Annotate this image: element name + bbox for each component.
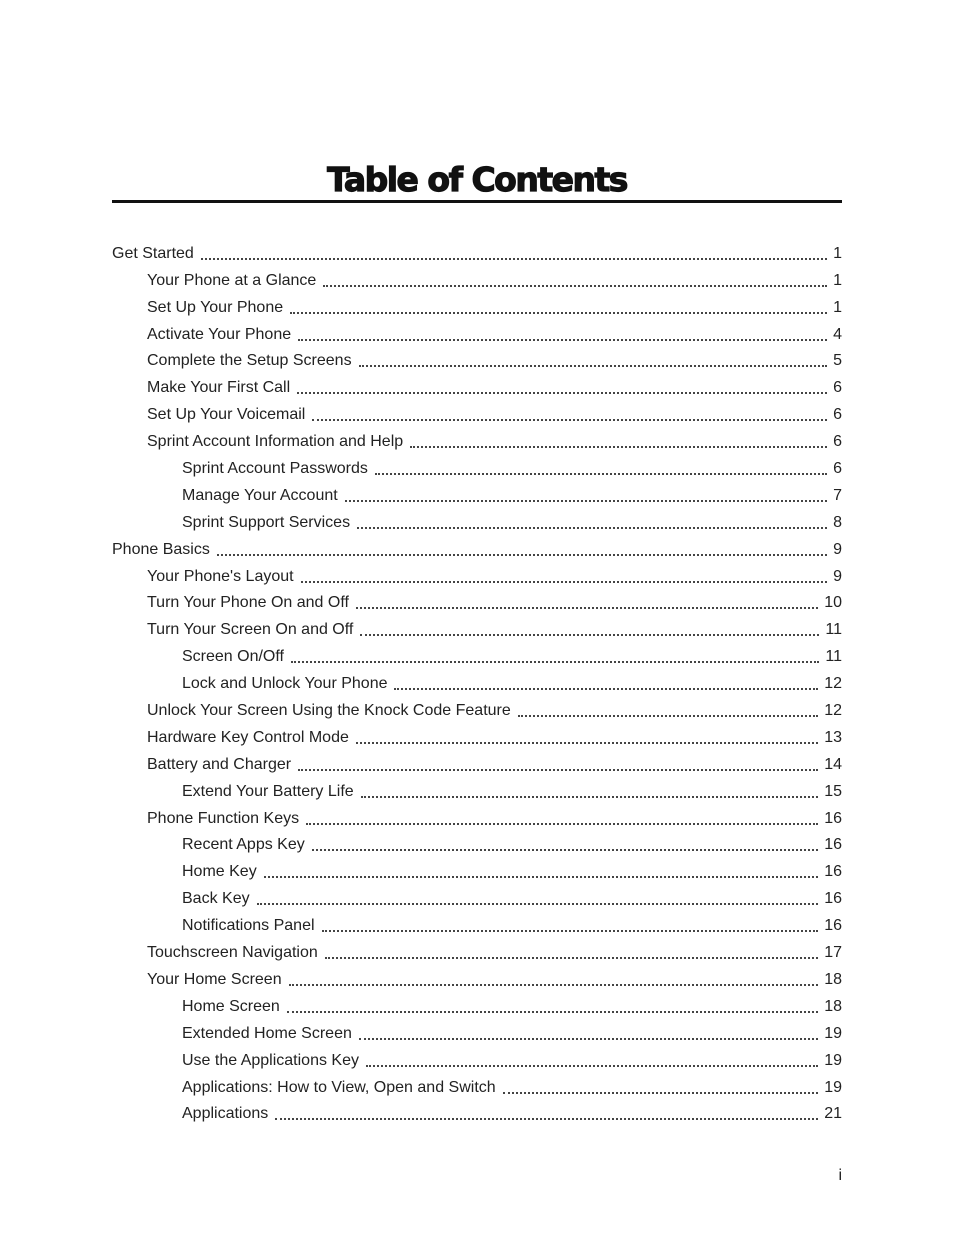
dot-leader [359, 365, 828, 367]
toc-entry[interactable] [112, 751, 842, 778]
toc-entry-label: Complete the Setup Screens [147, 352, 352, 370]
dot-leader [323, 285, 827, 287]
toc-entry-page: 16 [824, 836, 842, 854]
toc-entry-page: 1 [833, 244, 842, 262]
toc-entry-label: Activate Your Phone [147, 325, 292, 343]
toc-entry-page: 11 [825, 648, 842, 666]
toc-entry-label: Phone Basics [112, 540, 210, 558]
dot-leader [359, 1038, 818, 1040]
toc-entry-label: Extended Home Screen [182, 1024, 352, 1042]
dot-leader [410, 446, 827, 448]
dot-leader [366, 1065, 818, 1067]
toc-entry-page: 19 [824, 1078, 842, 1096]
dot-leader [361, 796, 819, 798]
toc-entry-page: 6 [833, 379, 842, 397]
title-rule [112, 200, 842, 203]
toc-entry-label: Manage Your Account [182, 486, 338, 504]
toc-entry-label: Home Key [182, 863, 257, 881]
toc-entry[interactable] [112, 482, 842, 509]
toc-entry-label: Recent Apps Key [182, 836, 305, 854]
toc-entry-label: Your Home Screen [147, 970, 282, 988]
dot-leader [503, 1092, 819, 1094]
toc-entry[interactable] [112, 294, 842, 321]
dot-leader [322, 930, 819, 932]
dot-leader [312, 419, 827, 421]
toc-entry-label: Sprint Account Passwords [182, 460, 368, 478]
toc-entry[interactable] [112, 240, 842, 267]
toc-entry-page: 17 [824, 944, 842, 962]
toc-entry-page: 9 [833, 567, 842, 585]
toc-entry-page: 16 [824, 890, 842, 908]
dot-leader [394, 688, 818, 690]
toc-entry-page: 21 [824, 1105, 842, 1123]
toc-entry[interactable] [112, 616, 842, 643]
toc-entry[interactable] [112, 563, 842, 590]
toc-entry-label: Back Key [182, 890, 250, 908]
page-number: i [838, 1167, 842, 1184]
toc-entry-page: 12 [824, 702, 842, 720]
toc-entry-label: Sprint Support Services [182, 513, 351, 531]
toc-entry[interactable] [112, 590, 842, 617]
dot-leader [360, 634, 819, 636]
toc-entry-label: Use the Applications Key [182, 1051, 359, 1069]
toc-entry-page: 19 [824, 1024, 842, 1042]
toc-entry-label: Your Phone's Layout [147, 567, 294, 585]
toc-entry-page: 5 [833, 352, 842, 370]
toc-entry[interactable] [112, 374, 842, 401]
toc-entry[interactable] [112, 1047, 842, 1074]
toc-entry-label: Home Screen [182, 997, 280, 1015]
toc-entry-page: 18 [824, 970, 842, 988]
toc-entry-label: Get Started [112, 244, 194, 262]
table-of-contents [112, 240, 842, 1127]
dot-leader [357, 527, 827, 529]
dot-leader [201, 258, 827, 260]
toc-entry-page: 6 [833, 460, 842, 478]
toc-entry[interactable] [112, 778, 842, 805]
toc-entry-page: 19 [824, 1051, 842, 1069]
toc-entry-page: 18 [824, 997, 842, 1015]
toc-entry-label: Turn Your Phone On and Off [147, 594, 349, 612]
dot-leader [356, 742, 818, 744]
dot-leader [287, 1011, 818, 1013]
toc-entry-page: 15 [824, 782, 842, 800]
dot-leader [289, 984, 819, 986]
toc-entry[interactable] [112, 805, 842, 832]
toc-entry[interactable] [112, 1101, 842, 1128]
toc-entry-page: 16 [824, 809, 842, 827]
toc-entry-label: Make Your First Call [147, 379, 291, 397]
toc-entry[interactable] [112, 966, 842, 993]
toc-entry-page: 8 [833, 513, 842, 531]
toc-entry[interactable] [112, 321, 842, 348]
toc-entry-page: 1 [833, 271, 842, 289]
toc-entry-label: Set Up Your Voicemail [147, 406, 306, 424]
toc-entry-label: Notifications Panel [182, 917, 315, 935]
toc-entry[interactable] [112, 697, 842, 724]
dot-leader [264, 876, 819, 878]
toc-entry-page: 6 [833, 433, 842, 451]
toc-entry-page: 1 [833, 298, 842, 316]
toc-entry-label: Extend Your Battery Life [182, 782, 354, 800]
dot-leader [298, 339, 827, 341]
toc-entry-page: 13 [824, 728, 842, 746]
dot-leader [356, 607, 818, 609]
toc-entry[interactable] [112, 670, 842, 697]
toc-entry-label: Applications [182, 1105, 269, 1123]
toc-entry-label: Sprint Account Information and Help [147, 433, 404, 451]
toc-entry-label: Screen On/Off [182, 648, 284, 666]
dot-leader [301, 581, 828, 583]
toc-entry-page: 16 [824, 917, 842, 935]
dot-leader [275, 1118, 818, 1120]
toc-entry-label: Battery and Charger [147, 755, 292, 773]
toc-entry[interactable] [112, 993, 842, 1020]
toc-entry-label: Applications: How to View, Open and Switch [182, 1078, 496, 1096]
toc-entry-page: 16 [824, 863, 842, 881]
toc-entry[interactable] [112, 455, 842, 482]
toc-entry-page: 10 [824, 594, 842, 612]
toc-entry[interactable] [112, 509, 842, 536]
toc-entry-page: 14 [824, 755, 842, 773]
toc-entry[interactable] [112, 401, 842, 428]
toc-entry-label: Unlock Your Screen Using the Knock Code Feature [147, 702, 511, 720]
toc-entry[interactable] [112, 267, 842, 294]
dot-leader [375, 473, 827, 475]
toc-entry-page: 4 [833, 325, 842, 343]
dot-leader [298, 769, 818, 771]
toc-entry-label: Touchscreen Navigation [147, 944, 318, 962]
toc-entry[interactable] [112, 939, 842, 966]
toc-entry[interactable] [112, 348, 842, 375]
toc-entry-label: Your Phone at a Glance [147, 271, 317, 289]
toc-entry[interactable] [112, 643, 842, 670]
dot-leader [325, 957, 818, 959]
dot-leader [312, 849, 818, 851]
toc-entry[interactable] [112, 1020, 842, 1047]
toc-entry-label: Phone Function Keys [147, 809, 300, 827]
dot-leader [306, 823, 818, 825]
page-title: Table of Contents [327, 160, 627, 199]
toc-entry[interactable] [112, 536, 842, 563]
toc-entry[interactable] [112, 428, 842, 455]
toc-entry-page: 6 [833, 406, 842, 424]
dot-leader [217, 554, 827, 556]
toc-entry[interactable] [112, 912, 842, 939]
toc-entry-page: 11 [825, 621, 842, 639]
toc-entry-label: Lock and Unlock Your Phone [182, 675, 388, 693]
toc-entry[interactable] [112, 885, 842, 912]
dot-leader [345, 500, 827, 502]
toc-entry-page: 7 [833, 486, 842, 504]
dot-leader [257, 903, 819, 905]
toc-entry[interactable] [112, 832, 842, 859]
toc-entry-label: Hardware Key Control Mode [147, 728, 349, 746]
toc-entry-label: Turn Your Screen On and Off [147, 621, 354, 639]
dot-leader [297, 392, 827, 394]
toc-entry-page: 12 [824, 675, 842, 693]
toc-entry-label: Set Up Your Phone [147, 298, 284, 316]
toc-entry[interactable] [112, 858, 842, 885]
dot-leader [518, 715, 818, 717]
dot-leader [291, 661, 819, 663]
dot-leader [290, 312, 827, 314]
toc-entry-page: 9 [833, 540, 842, 558]
toc-entry[interactable] [112, 724, 842, 751]
toc-entry[interactable] [112, 1074, 842, 1101]
